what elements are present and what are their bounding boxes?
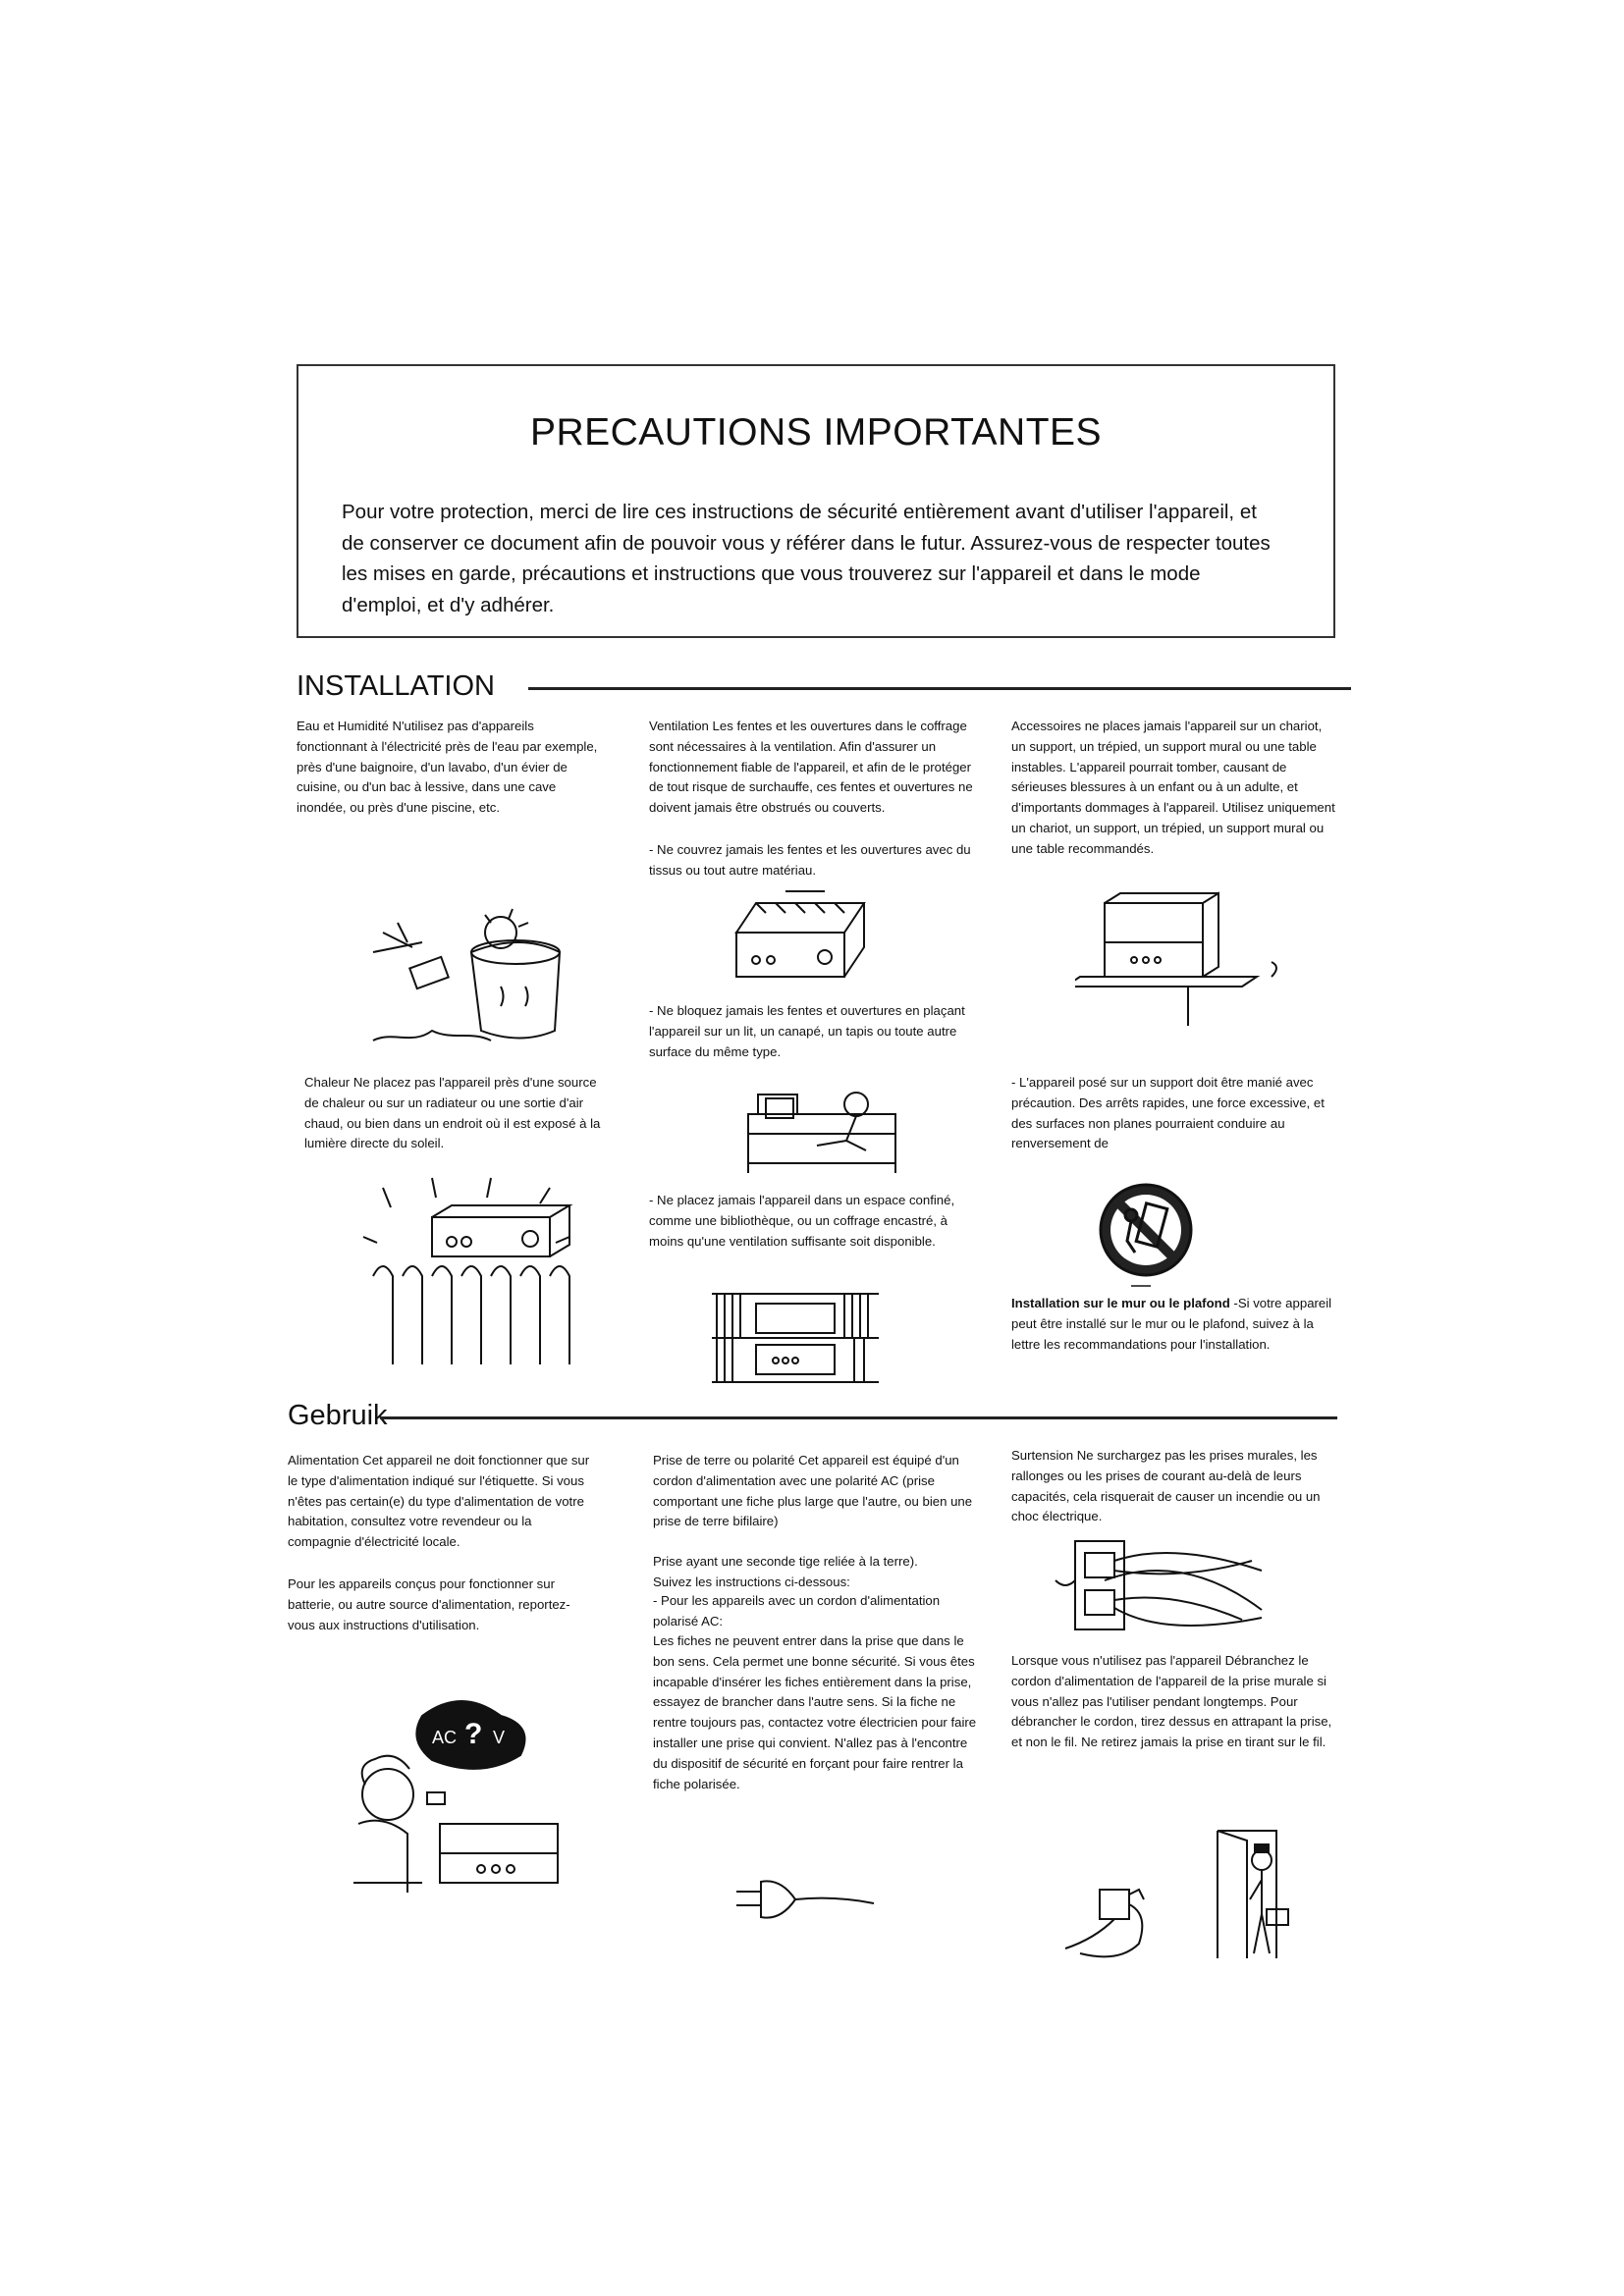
table-device-illustration [1075, 883, 1311, 1031]
tip-over-warning-icon [1092, 1176, 1210, 1294]
section-rule [528, 687, 1351, 690]
heat-text: Chaleur Ne placez pas l'appareil près d'une source de chaleur ou sur un radiateur ou une sortie d'air chaud, ou bien dans un endroit où il est exposé à la lumière directe du soleil. [304, 1075, 601, 1151]
radiator-illustration [344, 1168, 599, 1364]
accessories-text: Accessoires ne places jamais l'appareil sur un chariot, un support, un trépied, un support mural ou une table instables. L'appareil pourrait tomber, causant de sérieuses blessures à un enfant ou à un adulte, et d'importants dommages à l'appareil. Utilisez uniquement un chariot, un support, un trépied, un support mural ou une table recommandés. [1011, 719, 1335, 856]
bubble-v-label: V [493, 1728, 506, 1747]
ground-text-4: - Pour les appareils avec un cordon d'alimentation polarisé AC: [653, 1593, 941, 1629]
section-heading-installation: INSTALLATION [297, 670, 495, 702]
leaving-home-illustration [1041, 1821, 1316, 1968]
surge-text: Surtension Ne surchargez pas les prises murales, les rallonges ou les prises de courant au-delà de leurs capacités, cela risquerait de causer un incendie ou un choc électrique. [1011, 1448, 1321, 1524]
power-text: Alimentation Cet appareil ne doit fonctionner que sur le type d'alimentation indiqué sur l'étiquette. Si vous n'êtes pas certain(e) du type d'alimentation de votre habitation, consultez votre revendeur ou la compagnie d'électricité locale. [288, 1453, 590, 1550]
ground-text: Prise de terre ou polarité Cet appareil est équipé d'un cordon d'alimentation avec une polarité AC (prise comportant une fiche plus large que l'autre, ou bien une prise de terre bifilaire) [653, 1453, 973, 1529]
precautions-box [297, 364, 1335, 638]
bathtub-illustration [353, 893, 589, 1050]
plug-illustration [727, 1870, 884, 1929]
bookshelf-illustration [707, 1284, 884, 1392]
section-rule [380, 1416, 1337, 1419]
ground-text-3: Suivez les instructions ci-dessous: [653, 1575, 850, 1589]
ventilation-note-3: - Ne placez jamais l'appareil dans un espace confiné, comme une bibliothèque, ou un coffrage encastré, à moins qu'une ventilation suffisante soit disponible. [649, 1193, 955, 1249]
intro-text: Pour votre protection, merci de lire ces instructions de sécurité entièrement avant d'utiliser l'appareil, et de conserver ce document afin de pouvoir vous y référer dans le futur. Assurez-vous de respecter toutes les mises en garde, précautions et instructions que vous trouverez sur l'appareil et dans le mode d'emploi, et d'y adhérer. [342, 501, 1271, 616]
ground-text-2: Prise ayant une seconde tige reliée à la terre). [653, 1554, 918, 1569]
unplug-text: Lorsque vous n'utilisez pas l'appareil Débranchez le cordon d'alimentation de l'appareil de la prise murale si vous n'allez pas l'utiliser pendant longtemps. Pour débrancher le cordon, tirez dessus en attrapant la prise, et non le fil. Ne retirez jamais la prise en tirant sur le fil. [1011, 1653, 1332, 1750]
page-title: PRECAUTIONS IMPORTANTES [529, 411, 1103, 454]
wall-mount-title: Installation sur le mur ou le plafond [1011, 1296, 1230, 1310]
section-heading-usage: Gebruik [288, 1400, 388, 1431]
power-battery-text: Pour les appareils conçus pour fonctionner sur batterie, ou autre source d'alimentation, reportez-vous aux instructions d'utilisation. [288, 1576, 570, 1632]
power-question-illustration [334, 1686, 589, 1912]
bubble-ac-label: AC [432, 1728, 458, 1747]
wall-mount-text [1011, 1294, 1335, 1355]
water-text: Eau et Humidité N'utilisez pas d'appareils fonctionnant à l'électricité près de l'eau par exemple, près d'une baignoire, d'un lavabo, d'un évier de cuisine, ou d'un bac à lessive, dans une cave inondée, ou près d'une piscine, etc. [297, 719, 598, 816]
ground-text-5: Les fiches ne peuvent entrer dans la prise que dans le bon sens. Cela permet une bonne sécurité. Si vous êtes incapable d'insérer les fiches entièrement dans la prise, essayez de brancher dans l'autre sens. Si la fiche ne rentre toujours pas, contactez votre électricien pour faire installer une prise qui convient. N'allez pas à l'encontre du dispositif de sécurité en forçant pour faire rentrer la fiche polarisée. [653, 1633, 977, 1791]
covered-device-illustration [727, 883, 874, 991]
bubble-question-label: ? [464, 1718, 483, 1750]
wall-mount-body: -Si votre appareil peut être installé sur le mur ou le plafond, suivez à la lettre les recommandations pour l'installation. [1011, 1296, 1332, 1352]
ventilation-note-1: - Ne couvrez jamais les fentes et les ouvertures avec du tissus ou tout autre matériau. [649, 842, 971, 878]
overloaded-outlet-illustration [1046, 1531, 1272, 1639]
ventilation-note-2: - Ne bloquez jamais les fentes et ouvertures en plaçant l'appareil sur un lit, un canapé, un tapis ou toute autre surface du même type. [649, 1003, 965, 1059]
ventilation-text: Ventilation Les fentes et les ouvertures dans le coffrage sont nécessaires à la ventilation. Afin d'assurer un fonctionnement fiable de l'appareil, et afin de le protéger de tout risque de surchauffe, ces fentes et ouvertures ne doivent jamais être obstrués ou couverts. [649, 719, 973, 816]
cart-warning-text: - L'appareil posé sur un support doit être manié avec précaution. Des arrêts rapides, une force excessive, et des surfaces non planes pourraient conduire au renversement de [1011, 1075, 1325, 1151]
sofa-illustration [738, 1075, 905, 1183]
